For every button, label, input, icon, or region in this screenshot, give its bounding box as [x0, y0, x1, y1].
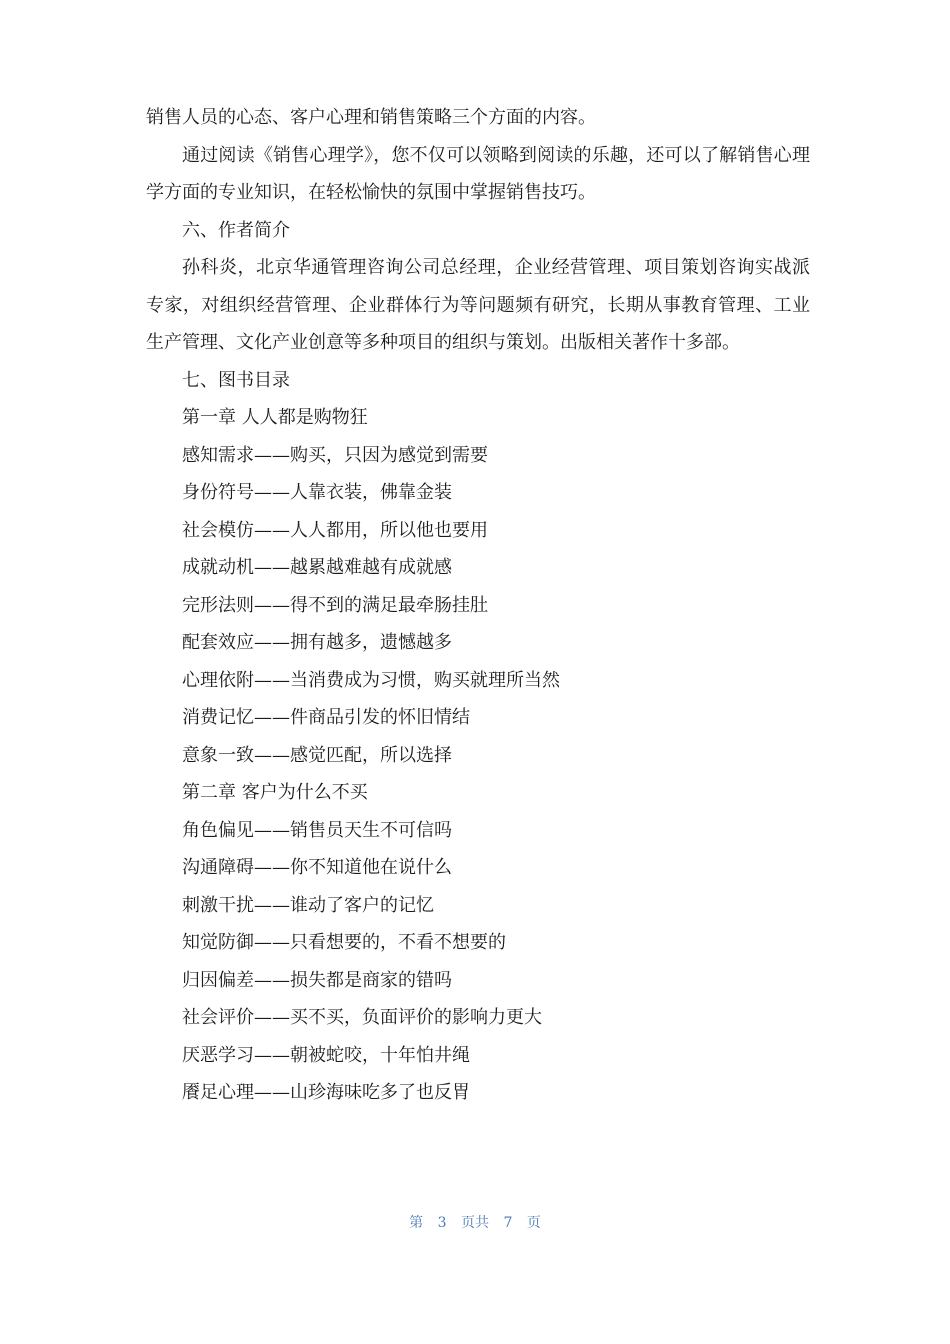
- toc-item: 餍足心理——山珍海味吃多了也反胃: [182, 1082, 470, 1103]
- toc-item: 社会评价——买不买，负面评价的影响力更大: [182, 1007, 542, 1028]
- toc-item: 沟通障碍——你不知道他在说什么: [182, 857, 452, 878]
- body-text: [146, 99, 810, 1112]
- footer-middle: 页共: [461, 1215, 489, 1231]
- toc-item: 知觉防御——只看想要的，不看不想要的: [182, 932, 506, 953]
- toc-item: 归因偏差——损失都是商家的错吗: [182, 969, 452, 991]
- section-heading-toc: 七、图书目录: [182, 369, 290, 391]
- footer-prefix: 第: [409, 1215, 424, 1231]
- toc-item: 感知需求——购买，只因为感觉到需要: [182, 444, 488, 466]
- total-page-number: 7: [503, 1215, 513, 1231]
- toc-item: 完形法则——得不到的满足最牵肠挂肚: [182, 594, 488, 616]
- toc-item: 配套效应——拥有越多，遗憾越多: [182, 632, 452, 653]
- current-page-number: 3: [437, 1215, 447, 1231]
- toc-item: 消费记忆——件商品引发的怀旧情结: [182, 707, 470, 728]
- chapter-heading: 第二章 客户为什么不买: [182, 782, 368, 803]
- section-heading-author: 六、作者简介: [182, 219, 290, 241]
- toc-item: 刺激干扰——谁动了客户的记忆: [182, 894, 434, 916]
- toc-item: 身份符号——人靠衣装，佛靠金装: [182, 482, 452, 503]
- toc-item: 成就动机——越累越难越有成就感: [182, 557, 452, 578]
- paragraph: 销售人员的心态、客户心理和销售策略三个方面的内容。: [146, 107, 596, 128]
- page-footer: [0, 1212, 950, 1232]
- toc-item: 厌恶学习——朝被蛇咬，十年怕井绳: [182, 1044, 470, 1066]
- paragraph: 通过阅读《销售心理学》，您不仅可以领略到阅读的乐趣，还可以了解销售心理学方面的专业知识，在轻松愉快的氛围中掌握销售技巧。: [146, 144, 810, 203]
- paragraph: 孙科炎，北京华通管理咨询公司总经理，企业经营管理、项目策划咨询实战派专家，对组织经营管理、企业群体行为等问题频有研究，长期从事教育管理、工业生产管理、文化产业创意等多种项目的组织与策划。出版相关著作十多部。: [146, 257, 810, 353]
- toc-item: 角色偏见——销售员天生不可信吗: [182, 819, 452, 841]
- toc-item: 心理依附——当消费成为习惯，购买就理所当然: [182, 669, 560, 691]
- footer-suffix: 页: [526, 1215, 541, 1231]
- toc-item: 社会模仿——人人都用，所以他也要用: [182, 519, 488, 541]
- toc-item: 意象一致——感觉匹配，所以选择: [182, 744, 452, 766]
- chapter-heading: 第一章 人人都是购物狂: [182, 407, 368, 428]
